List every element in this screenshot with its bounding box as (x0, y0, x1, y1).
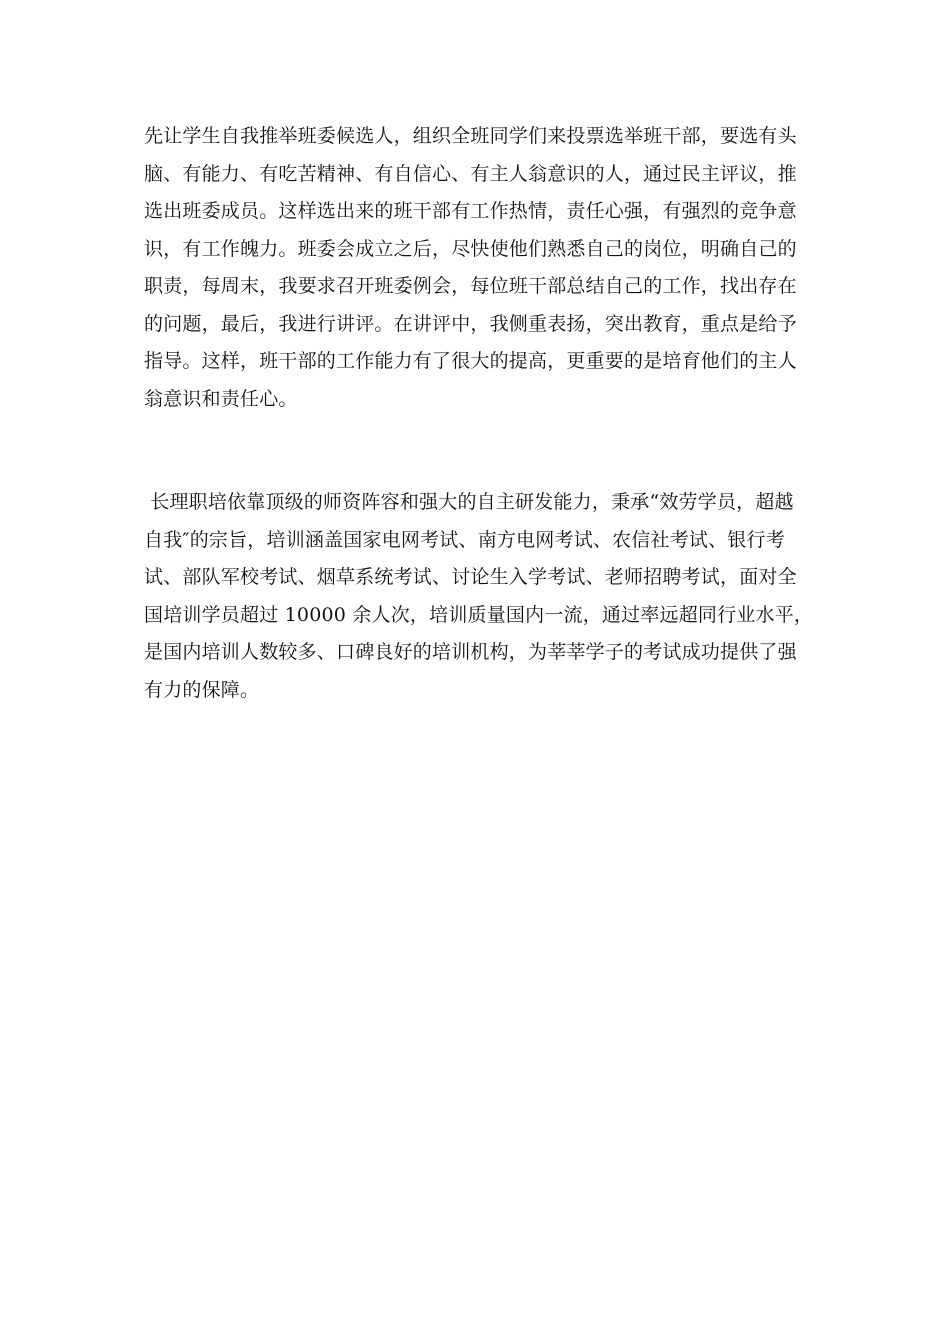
paragraph-line: 国培训学员超过 10000 余人次，培训质量国内一流，通过率远超同行业水平， (144, 603, 814, 626)
paragraph-line: 翁意识和责任心。 (144, 387, 298, 410)
paragraph-line: 脑、有能力、有吃苦精神、有自信心、有主人翁意识的人，通过民主评议，推 (144, 162, 797, 185)
paragraph-line: 自我″的宗旨，培训涵盖国家电网考试、南方电网考试、农信社考试、银行考 (144, 528, 785, 551)
paragraph-line: 有力的保障。 (144, 678, 260, 701)
paragraph-line: 是国内培训人数较多、口碑良好的培训机构，为莘莘学子的考试成功提供了强 (144, 641, 797, 663)
paragraph-line: 职责，每周末，我要求召开班委例会，每位班干部总结自己的工作，找出存在 (144, 275, 797, 297)
paragraph-line: 识，有工作魄力。班委会成立之后，尽快使他们熟悉自己的岗位，明确自己的 (144, 237, 797, 260)
paragraph-training-institution (144, 484, 814, 709)
paragraph-line: 指导。这样，班干部的工作能力有了很大的提高，更重要的是培育他们的主人 (144, 350, 797, 372)
paragraph-line: 长理职培依靠顶级的师资阵容和强大的自主研发能力，秉承“效劳学员，超越 (144, 491, 794, 513)
paragraph-line: 试、部队军校考试、烟草系统考试、讨论生入学考试、老师招聘考试，面对全 (144, 566, 797, 588)
paragraph-line: 先让学生自我推举班委候选人，组织全班同学们来投票选举班干部，要选有头 (144, 125, 797, 147)
paragraph-line: 的问题，最后，我进行讲评。在讲评中，我侧重表扬，突出教育，重点是给予 (144, 312, 797, 335)
paragraph-class-committee (144, 118, 814, 418)
paragraph-line: 选出班委成员。这样选出来的班干部有工作热情，责任心强，有强烈的竞争意 (144, 200, 797, 222)
